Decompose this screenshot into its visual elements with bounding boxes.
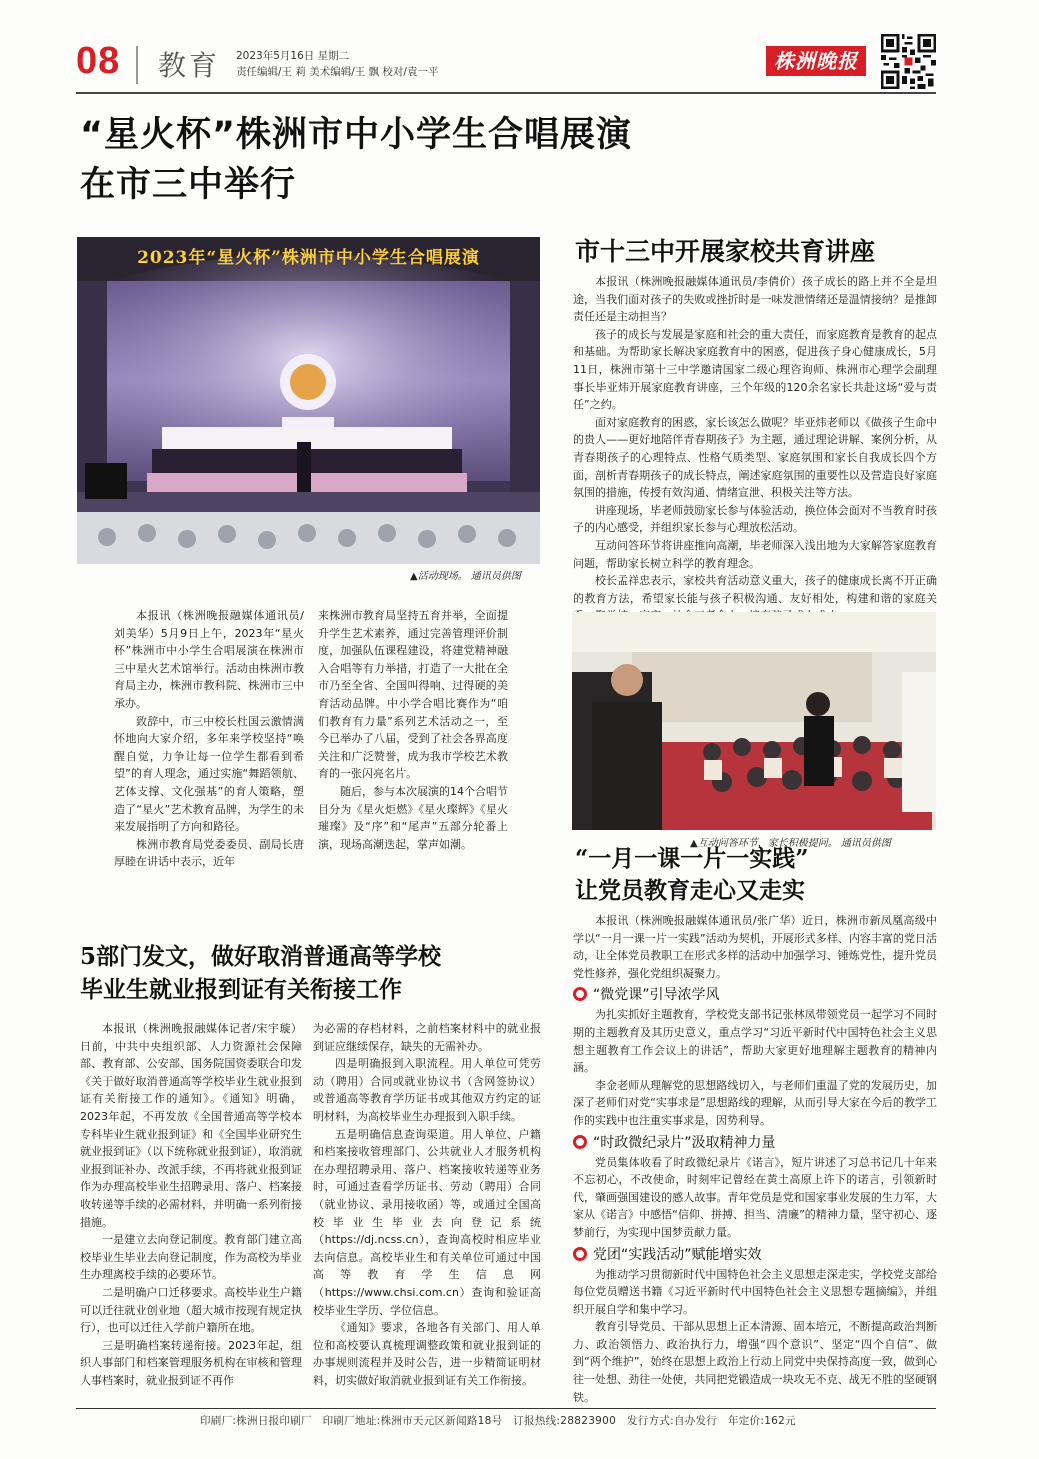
section-name: 教育 [158,49,221,82]
main-headline-line1: “星火杯”株洲市中小学生合唱展演 [80,115,633,155]
paragraph: 面对家庭教育的困惑，家长该怎么做呢？毕亚炜老师以《做孩子生命中的贵人——更好地陪伴青春期孩子》为主题，通过理论讲解、案例分析，从青春期孩子的心理特点、性格气质类型、家庭氛围和家长自我成长四个方面，剖析青春期孩子的成长特点，阐述家庭氛围的重要性以及营造良好家庭氛围的措施，传授有效沟通、情绪宣泄、积极关注等方法。 [573,415,937,500]
paragraph: 本报讯（株洲晚报融媒体通讯员/李倩价）孩子成长的路上并不全是坦途，当我们面对孩子的失败或挫折时是一味发泄情绪还是温情接纳？是推卸责任还是主动担当？ [573,275,937,324]
choir-article-col2 [318,607,508,853]
red-circle-icon [573,987,587,1001]
party-education-title [575,843,808,907]
masthead-divider [136,46,138,84]
footer-rule [76,1408,936,1409]
graduate-report-col2 [313,1020,541,1389]
graduate-report-title-line2: 毕业生就业报到证有关衔接工作 [80,976,402,1003]
party-education-title-line2: 让党员教育走心又走实 [575,877,805,904]
subhead [573,984,937,1004]
paragraph: 教育引导党员、干部从思想上正本清源、固本培元，不断提高政治判断力、政治领悟力、政治执行力，增强“四个意识”、坚定“四个自信”、做到“两个维护”，始终在思想上政治上行动上同党中央保持高度一致，做到心往一处想、劲往一处使，共同把党锻造成一块攻无不克、战无不胜的坚硬钢铁。 [573,1320,937,1404]
party-education-body [573,912,937,1406]
page-number: 08 [76,40,121,82]
paragraph: 二是明确户口迁移要求。高校毕业生户籍可以迁往就业创业地（超大城市按现有规定执行），也可以迁往入学前户籍所在地。 [80,1285,302,1335]
paragraph: 讲座现场，毕老师鼓励家长参与体验活动，换位体会面对不当教育时孩子的内心感受，并组织家长参与心理放松活动。 [573,503,937,535]
subhead-text: “微党课”引导浓学风 [593,987,720,1004]
paragraph: 本报讯（株洲晚报融媒体记者/宋宇璇）日前，中共中央组织部、人力资源社会保障部、教育部、公安部、国务院国资委联合印发《关于做好取消普通高等学校毕业生就业报到证有关衔接工作的通知》。《通知》明确，2023年起，不再发放《全国普通高等学校本专科毕业生就业报到证》和《全国毕业研究生就业报到证》（以下统称就业报到证），取消就业报到证补办、改派手续，不再将就业报到证作为办理高校毕业生招聘录用、落户、档案接收转递等手续的必需材料，并明确一系列衔接措施。 [80,1022,302,1229]
paragraph: 本报讯（株洲晚报融媒体通讯员/刘美华）5月9日上午，2023年“星火杯”株洲市中小学生合唱展演在株洲市三中星火艺术馆举行。活动由株洲市教育局主办，株洲市教科院、株洲市三中承办。 [114,609,304,710]
printing-info-footer: 印刷厂:株洲日报印刷厂 印刷厂地址:株洲市天元区新闻路18号 订报热线:28823900 发行方式:自办发行 年定价:162元 [200,1415,796,1427]
paragraph: 《通知》要求，各地各有关部门、用人单位和高校要认真梳理调整政策和就业报到证的办事规则流程并及时公告，进一步精简证明材料，切实做好取消就业报到证有关工作衔接。 [313,1321,541,1387]
paragraph: 本报讯（株洲晚报融媒体通讯员/张广华）近日，株洲市新凤凰高级中学以“一月一课一片一实践”活动为契机，开展形式多样、内容丰富的党日活动，让全体党员教职工在形式多样的活动中加强学习、锤炼党性，提升党员党性修养，强化党组织凝聚力。 [573,914,937,980]
choir-photo-caption: ▲活动现场。 通讯员供图 [410,571,521,582]
party-education-title-line1: “一月一课一片一实践” [575,845,809,872]
paragraph: 李金老师从理解党的思想路线切入，与老师们重温了党的发展历史，加深了老师们对党“实事求是”思想路线的理解，从而引导大家在今后的教学工作的实践中也注重实事求是，因势利导。 [573,1078,937,1127]
main-headline [80,110,632,210]
paragraph: 党员集体收看了时政微纪录片《诺言》，短片讲述了习总书记几十年来不忘初心，不改使命，时刻牢记曾经在黄土高原上许下的诺言，引领新时代，肇画强国建设的感人故事。青年党员是党和国家事业发展的生力军，大家从《诺言》中感悟“信仰、拼搏、担当、清廉”的精神力量，坚守初心、逐梦前行，为实现中国梦贡献力量。 [573,1155,937,1239]
masthead-rule [76,92,936,94]
parent-lecture-photo [572,612,936,830]
paragraph: 校长孟祥忠表示，家校共育活动意义重大，孩子的健康成长离不开正确的教育方法，希望家长能与孩子积极沟通、友好相处，构建和谐的家庭关 [573,574,937,605]
graduate-report-title-line1: 5部门发文，做好取消普通高等学校 [80,943,442,970]
paragraph: 为必需的存档材料，之前档案材料中的就业报到证应继续保存，缺失的无需补办。 [313,1022,541,1053]
lecture-article-body [573,273,937,625]
paragraph: 来株洲市教育局坚持五育并举，全面提升学生艺术素养，通过完善管理评价制度，加强队伍课程建设，将建党精神融入合唱等有力举措，打造了一大批在全市乃至全省、全国叫得响、过得硬的美育活动品牌。中小学合唱比赛作为“咱们教育有力量”系列艺术活动之一，至今已举办了八届，受到了社会各界高度关注和广泛赞誉，成为我市学校艺术教育的一张闪亮名片。 [318,609,508,781]
lecture-article-title: 市十三中开展家校共育讲座 [575,237,876,266]
choir-article-col1 [114,607,304,871]
graduate-report-col1 [80,1020,302,1389]
subhead [573,1244,937,1264]
red-circle-icon [573,1135,587,1149]
paragraph: 株洲市教育局党委委员、副局长唐厚睦在讲话中表示，近年 [114,837,304,869]
subhead-text: 党团“实践活动”赋能增实效 [593,1246,762,1263]
qr-code-icon [881,34,936,89]
graduate-report-title [80,940,441,1006]
paragraph: 孩子的成长与发展是家庭和社会的重大责任，而家庭教育是教育的起点和基础。为帮助家长解决家庭教育中的困惑，促进孩子身心健康成长，5月11日，株洲市第十三中学邀请国家二级心理咨询师、株洲市心理学会副理事长毕亚炜开展家庭教育讲座，三个年级的120余名家长共赴这场“爱与责任”之约。 [573,327,937,412]
paragraph: 随后，参与本次展演的14个合唱节目分为《星火炬燃》《星火璨辉》《星火璀璨》及“序”和“尾声”五部分轮番上演，现场高潮迭起，掌声如潮。 [318,784,508,851]
paragraph: 为扎实抓好主题教育，学校党支部书记张林凤带领党员一起学习不同时期的主题教育及其历史意义，重点学习“习近平新时代中国特色社会主义思想主题教育工作会议上的讲话”，帮助大家更好地理解主题教育的精神内涵。 [573,1008,937,1075]
paragraph: 为推动学习贯彻新时代中国特色社会主义思想走深走实，学校党支部给每位党员赠送书籍《习近平新时代中国特色社会主义思想专题摘编》，并组织开展自学和集中学习。 [573,1267,937,1316]
main-headline-line2: 在市三中举行 [80,165,297,205]
subhead [573,1132,937,1152]
newspaper-logo: 株洲晚报 [766,46,866,76]
issue-editors: 责任编辑/王 莉 美术编辑/王 飘 校对/袁一平 [236,66,439,78]
paragraph: 致辞中，市三中校长杜国云激情满怀地向大家介绍，多年来学校坚持“唤醒自觉，力争让每一位学生都看到希望”的育人理念，通过实施“舞蹈领航、艺体支撑、文化强基”的育人策略，塑造了“星火”艺术教育品牌，为学生的未来发展指明了方向和路径。 [114,714,304,834]
paragraph: 五是明确信息查询渠道。用人单位、户籍和档案接收管理部门、公共就业人才服务机构在办理招聘录用、落户、档案接收转递等业务时，可通过查看学历证书、劳动（聘用）合同（就业协议、录用接收函）等，或通过全国高校毕业生毕业去向登记系统（https://dj.ncss.cn），查询高校时相应毕业去向信息。高校毕业生和有关单位可通过中国高等教育学生信息网（https://www.chsi.com.cn）查询和验证高校毕业生学历、学位信息。 [313,1127,541,1317]
paragraph: 互动问答环节将讲座推向高潮，毕老师深入浅出地为大家解答家庭教育问题，帮助家长树立科学的教育理念。 [573,538,937,570]
issue-info [236,48,438,80]
subhead-text: “时政微纪录片”汲取精神力量 [593,1134,776,1151]
paragraph: 三是明确档案转递衔接。2023年起，组织人事部门和档案管理服务机构在审核和管理人事档案时，就业报到证不再作 [80,1338,302,1387]
issue-date: 2023年5月16日 星期二 [236,50,350,62]
choir-event-banner: 2023年“星火杯”株洲市中小学生合唱展演 [137,248,480,268]
choir-performance-photo [77,237,540,564]
lecture-photo-caption: ▲互动问答环节，家长积极提问。 通讯员供图 [690,838,891,849]
red-circle-icon [573,1247,587,1261]
paragraph: 一是建立去向登记制度。教育部门建立高校毕业生毕业去向登记制度，作为高校为毕业生办理离校手续的必要环节。 [80,1233,302,1282]
masthead [76,38,936,96]
paragraph: 四是明确报到入职流程。用人单位可凭劳动（聘用）合同或就业协议书（含网签协议）或普通高等教育学历证书或其他双方约定的证明材料，为高校毕业生办理报到入职手续。 [313,1057,541,1123]
